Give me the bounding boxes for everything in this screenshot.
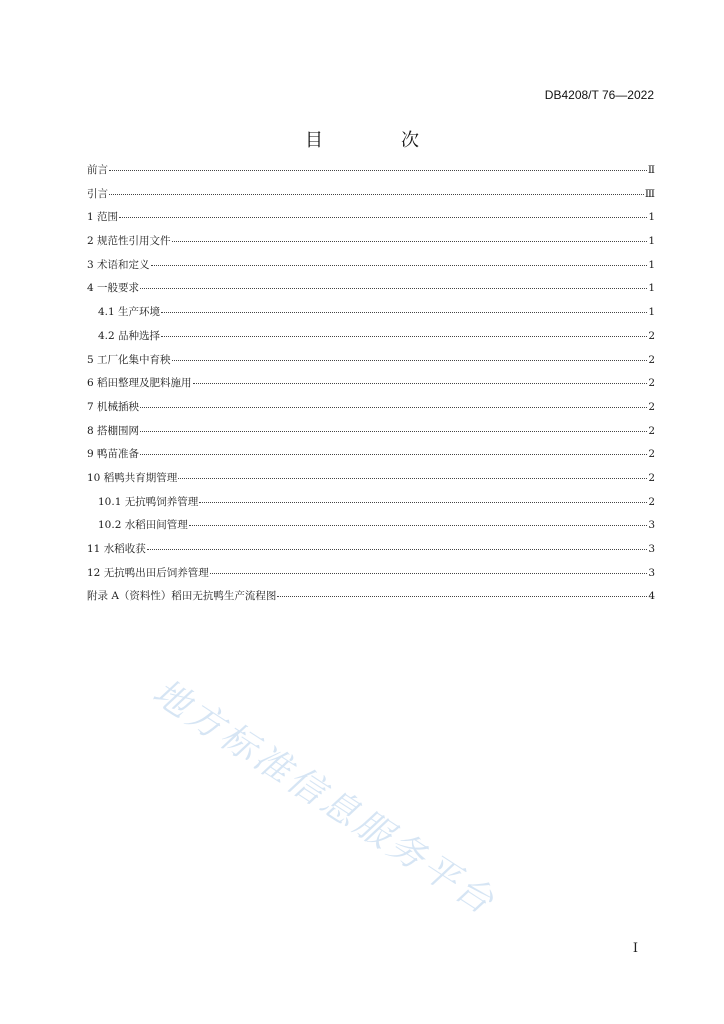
toc-entry-page: Ⅱ	[647, 164, 655, 176]
toc-leader-dots	[189, 524, 648, 526]
toc-entry[interactable]	[87, 589, 655, 613]
toc-entry-page: 2	[648, 377, 655, 390]
toc-entry-page: 1	[648, 306, 655, 319]
toc-leader-dots	[172, 359, 648, 361]
toc-entry[interactable]	[87, 305, 655, 329]
toc-entry[interactable]	[87, 163, 655, 187]
toc-entry-label: 12 无抗鸭出田后饲养管理	[87, 566, 209, 579]
document-code: DB4208/T 76—2022	[544, 88, 654, 102]
toc-leader-dots	[161, 311, 647, 313]
toc-entry-label: 2 规范性引用文件	[87, 235, 171, 248]
toc-entry-label: 9 鸭苗准备	[87, 448, 140, 461]
toc-entry-label: 6 稻田整理及肥料施用	[87, 377, 192, 390]
toc-entry-label: 8 搭棚围网	[87, 424, 140, 437]
toc-entry-label: 3 术语和定义	[87, 258, 150, 271]
toc-entry-label: 10.1 无抗鸭饲养管理	[98, 495, 199, 508]
toc-entry-label: 前言	[87, 164, 108, 176]
toc-entry-label: 4.2 品种选择	[98, 329, 161, 342]
toc-entry[interactable]	[87, 447, 655, 471]
toc-entry[interactable]	[87, 187, 655, 211]
toc-entry-page: 3	[648, 519, 655, 532]
toc-entry[interactable]	[87, 424, 655, 448]
toc-entry[interactable]	[87, 542, 655, 566]
toc-entry-page: 2	[648, 329, 655, 342]
toc-entry-page: Ⅲ	[644, 187, 655, 200]
toc-leader-dots	[109, 169, 647, 171]
toc-leader-dots	[178, 477, 647, 479]
toc-leader-dots	[140, 430, 647, 432]
toc-entry-page: 3	[648, 543, 655, 555]
toc-leader-dots	[151, 264, 648, 266]
toc-leader-dots	[147, 548, 648, 550]
toc-leader-dots	[193, 382, 648, 384]
toc-leader-dots	[140, 287, 647, 289]
toc-leader-dots	[199, 501, 647, 503]
toc-entry[interactable]	[87, 353, 655, 377]
toc-entry-page: 1	[648, 282, 655, 295]
toc-leader-dots	[161, 335, 647, 337]
toc-entry-page: 2	[648, 495, 655, 508]
toc-entry-label: 4.1 生产环境	[98, 306, 161, 319]
toc-leader-dots	[172, 240, 648, 242]
toc-entry[interactable]	[87, 566, 655, 590]
toc-title: 目 次	[305, 130, 449, 151]
toc-entry-label: 引言	[87, 187, 108, 200]
toc-entry-page: 2	[648, 424, 655, 437]
toc-entry-page: 3	[648, 566, 655, 579]
toc-entry-page: 2	[648, 448, 655, 461]
toc-entry[interactable]	[87, 471, 655, 495]
toc-leader-dots	[119, 216, 647, 218]
toc-entry-page: 2	[648, 353, 655, 366]
toc-entry-page: 2	[648, 400, 655, 413]
toc-entry[interactable]	[87, 234, 655, 258]
toc-entry[interactable]	[87, 495, 655, 519]
toc-entry[interactable]	[87, 281, 655, 305]
toc-entry-label: 10.2 水稻田间管理	[98, 519, 188, 532]
toc-entry-page: 2	[648, 471, 655, 484]
toc-entry-page: 4	[648, 590, 655, 603]
toc-entry-page: 1	[648, 258, 655, 271]
toc-leader-dots	[109, 193, 644, 195]
toc-entry[interactable]	[87, 329, 655, 353]
toc-entry[interactable]	[87, 400, 655, 424]
toc-leader-dots	[210, 572, 648, 574]
toc-entry-label: 4 一般要求	[87, 282, 140, 295]
toc-entry[interactable]	[87, 210, 655, 234]
toc-entry-label: 1 范围	[87, 211, 119, 224]
toc-entry[interactable]	[87, 376, 655, 400]
toc-entry-label: 5 工厂化集中育秧	[87, 353, 171, 366]
toc-leader-dots	[140, 453, 647, 455]
toc-entry-page: 1	[648, 235, 655, 248]
toc-leader-dots	[277, 595, 647, 597]
page-number: I	[632, 941, 638, 956]
toc-entry-label: 11 水稻收获	[87, 543, 146, 555]
toc-entry-label: 7 机械插秧	[87, 400, 140, 413]
toc-entry-label: 附录 A（资料性）稻田无抗鸭生产流程图	[87, 590, 277, 603]
table-of-contents	[87, 163, 655, 613]
toc-entry-page: 1	[648, 211, 655, 224]
toc-entry-label: 10 稻鸭共育期管理	[87, 471, 178, 484]
toc-entry[interactable]	[87, 518, 655, 542]
toc-leader-dots	[140, 406, 647, 408]
watermark: 地方标准信息服务平台	[145, 671, 504, 924]
toc-entry[interactable]	[87, 258, 655, 282]
